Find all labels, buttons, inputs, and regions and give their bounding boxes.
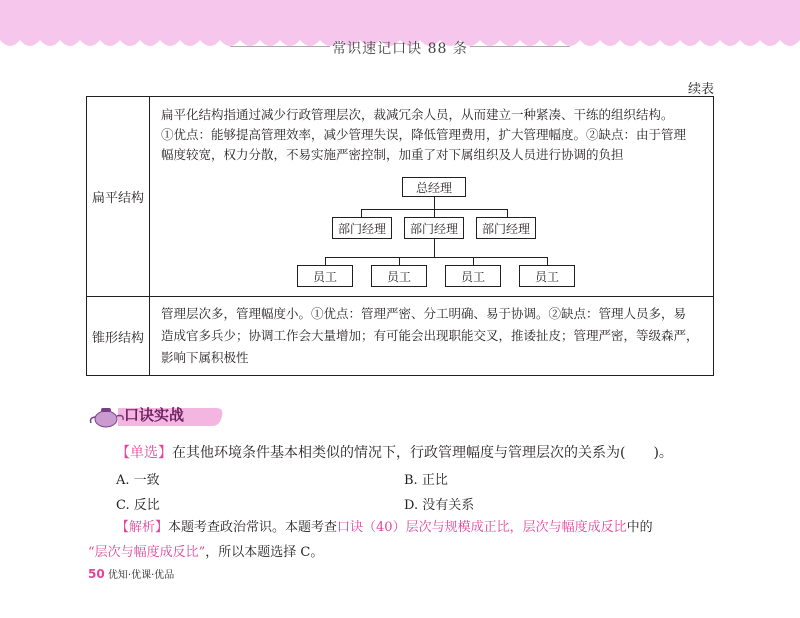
analysis-line2 (88, 540, 716, 565)
section-title: 口诀实战 (124, 406, 185, 424)
page-number: 50 (88, 567, 105, 581)
description-line: 造成官多兵少；协调工作会大量增加；有可能会出现职能交叉，推诿扯皮；管理严密，等级森严， (161, 328, 699, 343)
quote-highlight: “层次与幅度成反比” (88, 545, 206, 560)
row-label: 扁平结构 (87, 97, 150, 296)
org-box-employee: 员工 (445, 265, 501, 287)
org-box-employee: 员工 (371, 265, 427, 287)
table-row (87, 297, 713, 375)
org-line (434, 239, 435, 257)
option-a: A. 一致 (116, 473, 160, 488)
page-footer (88, 566, 174, 581)
analysis-text: 中的 (626, 520, 653, 535)
question-tag: 【单选】 (116, 445, 172, 461)
description-line: 扁平化结构指通过减少行政管理层次，裁减冗余人员，从而建立一种紧凑、干练的组织结构。 (161, 107, 674, 122)
table-row (87, 97, 713, 297)
org-box-employee: 员工 (297, 265, 353, 287)
analysis-tag: 【解析】 (116, 520, 169, 535)
analysis (88, 515, 716, 565)
question-text: 在其他环境条件基本相类似的情况下，行政管理幅度与管理层次的关系为( )。 (172, 445, 673, 461)
org-box-general-manager: 总经理 (402, 177, 466, 197)
org-box-employee: 员工 (519, 265, 575, 287)
description-line: 管理层次多，管理幅度小。①优点：管理严密、分工明确、易于协调。②缺点：管理人员多，易 (161, 306, 687, 321)
org-line (507, 209, 508, 217)
description-line: 幅度较宽，权力分散，不易实施严密控制，加重了对下属组织及人员进行协调的负担 (161, 147, 624, 162)
org-line (547, 257, 548, 265)
mnemonic-highlight: 口诀（40）层次与规模成正比，层次与幅度成反比 (337, 520, 627, 535)
org-structure-table (86, 96, 714, 376)
org-line (361, 209, 362, 217)
option-d: D. 没有关系 (404, 498, 475, 513)
option-b: B. 正比 (404, 473, 448, 488)
row-description (161, 303, 705, 369)
org-chart (87, 97, 713, 296)
org-line (434, 197, 435, 209)
org-box-dept-manager: 部门经理 (476, 217, 536, 239)
org-box-dept-manager: 部门经理 (404, 217, 464, 239)
org-line (434, 209, 435, 217)
description-line: ①优点：能够提高管理效率，减少管理失误，降低管理费用，扩大管理幅度。②缺点：由于管理 (161, 127, 687, 142)
org-line (325, 257, 326, 265)
page-header-title: 常识速记口诀 88 条 (332, 41, 468, 57)
option-c: C. 反比 (116, 498, 160, 513)
description-line: 影响下属积极性 (161, 350, 249, 365)
org-line (399, 257, 400, 265)
org-line (325, 257, 547, 258)
org-line (473, 257, 474, 265)
analysis-text: 本题考查政治常识。本题考查 (168, 520, 338, 535)
org-box-dept-manager: 部门经理 (332, 217, 392, 239)
row-label: 锥形结构 (87, 297, 150, 375)
analysis-text: ，所以本题选择 C。 (205, 545, 324, 560)
question (116, 442, 673, 462)
brand-text: 优知·优课·优品 (107, 570, 175, 581)
continued-label: 续表 (687, 82, 714, 97)
